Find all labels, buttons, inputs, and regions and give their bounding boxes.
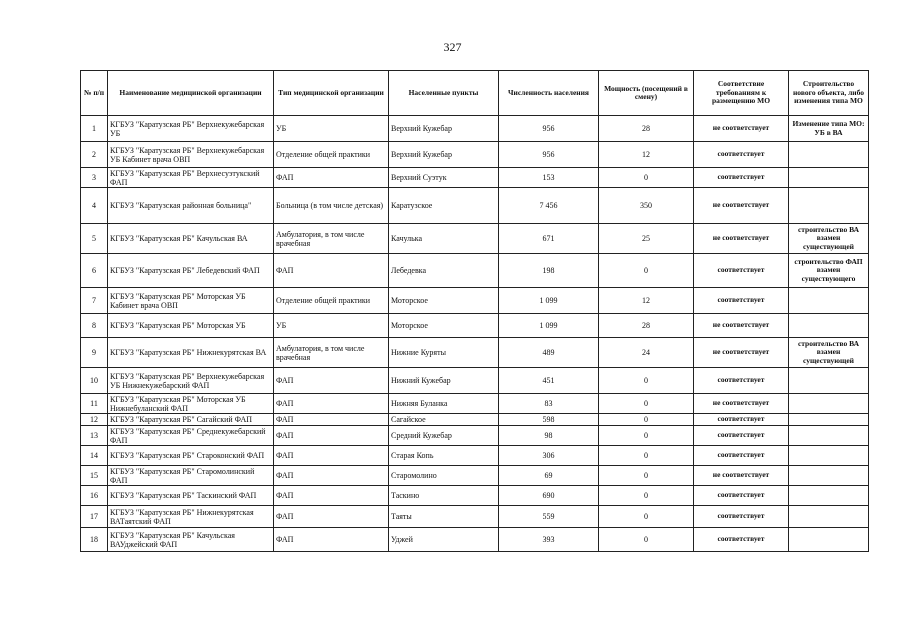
- organization-name: КГБУЗ "Каратузская РБ" Нижнекурятская ВА: [108, 338, 274, 368]
- compliance-status: соответствует: [694, 288, 789, 314]
- row-number: 12: [81, 414, 108, 426]
- row-number: 16: [81, 486, 108, 506]
- organization-type: Амбулатория, в том числе врачебная: [274, 224, 389, 254]
- population-count: 956: [499, 142, 599, 168]
- organization-name: КГБУЗ "Каратузская районная больница": [108, 188, 274, 224]
- organization-type: ФАП: [274, 426, 389, 446]
- organization-type: ФАП: [274, 254, 389, 288]
- organization-type: ФАП: [274, 394, 389, 414]
- population-count: 451: [499, 368, 599, 394]
- organization-name: КГБУЗ "Каратузская РБ" Верхнекужебарская УБ Кабинет врача ОВП: [108, 142, 274, 168]
- construction-note: [789, 188, 869, 224]
- column-header: Тип медицинской организации: [274, 71, 389, 116]
- settlement-name: Средний Кужебар: [389, 426, 499, 446]
- population-count: 153: [499, 168, 599, 188]
- population-count: 489: [499, 338, 599, 368]
- table-row: [81, 466, 869, 486]
- table-row: [81, 142, 869, 168]
- capacity-value: 0: [599, 486, 694, 506]
- construction-note: [789, 288, 869, 314]
- settlement-name: Нижние Куряты: [389, 338, 499, 368]
- construction-note: [789, 446, 869, 466]
- organization-type: ФАП: [274, 368, 389, 394]
- table-body: [81, 116, 869, 552]
- settlement-name: Нижняя Буланка: [389, 394, 499, 414]
- capacity-value: 28: [599, 314, 694, 338]
- organization-type: ФАП: [274, 168, 389, 188]
- organization-name: КГБУЗ "Каратузская РБ" Качульская ВАУджейский ФАП: [108, 528, 274, 552]
- compliance-status: соответствует: [694, 254, 789, 288]
- capacity-value: 0: [599, 168, 694, 188]
- construction-note: Изменение типа МО: УБ в ВА: [789, 116, 869, 142]
- table-row: [81, 254, 869, 288]
- population-count: 198: [499, 254, 599, 288]
- construction-note: [789, 368, 869, 394]
- column-header: Численность населения: [499, 71, 599, 116]
- capacity-value: 0: [599, 446, 694, 466]
- settlement-name: Таяты: [389, 506, 499, 528]
- organization-type: ФАП: [274, 486, 389, 506]
- settlement-name: Старая Копь: [389, 446, 499, 466]
- row-number: 7: [81, 288, 108, 314]
- settlement-name: Моторское: [389, 314, 499, 338]
- table-row: [81, 506, 869, 528]
- column-header: Соответствие требованиям к размещению МО: [694, 71, 789, 116]
- table-row: [81, 426, 869, 446]
- organization-type: Амбулатория, в том числе врачебная: [274, 338, 389, 368]
- row-number: 15: [81, 466, 108, 486]
- organization-type: ФАП: [274, 506, 389, 528]
- capacity-value: 0: [599, 426, 694, 446]
- capacity-value: 12: [599, 142, 694, 168]
- compliance-status: не соответствует: [694, 314, 789, 338]
- population-count: 393: [499, 528, 599, 552]
- organization-name: КГБУЗ "Каратузская РБ" Верхнесуэтукский ФАП: [108, 168, 274, 188]
- population-count: 83: [499, 394, 599, 414]
- compliance-status: соответствует: [694, 168, 789, 188]
- table-row: [81, 288, 869, 314]
- construction-note: строительство ВА взамен существующей: [789, 224, 869, 254]
- organization-type: Отделение общей практики: [274, 288, 389, 314]
- settlement-name: Уджей: [389, 528, 499, 552]
- compliance-status: соответствует: [694, 506, 789, 528]
- organization-name: КГБУЗ "Каратузская РБ" Старомолинский ФАП: [108, 466, 274, 486]
- organization-name: КГБУЗ "Каратузская РБ" Верхнекужебарская УБ: [108, 116, 274, 142]
- construction-note: [789, 168, 869, 188]
- population-count: 7 456: [499, 188, 599, 224]
- row-number: 5: [81, 224, 108, 254]
- organization-type: ФАП: [274, 528, 389, 552]
- construction-note: [789, 506, 869, 528]
- table-row: [81, 116, 869, 142]
- row-number: 14: [81, 446, 108, 466]
- settlement-name: Каратузское: [389, 188, 499, 224]
- capacity-value: 0: [599, 394, 694, 414]
- capacity-value: 24: [599, 338, 694, 368]
- construction-note: [789, 528, 869, 552]
- row-number: 6: [81, 254, 108, 288]
- table-row: [81, 168, 869, 188]
- compliance-status: соответствует: [694, 528, 789, 552]
- construction-note: [789, 142, 869, 168]
- table-row: [81, 414, 869, 426]
- column-header: Населенные пункты: [389, 71, 499, 116]
- column-header: Наименование медицинской организации: [108, 71, 274, 116]
- construction-note: [789, 466, 869, 486]
- compliance-status: соответствует: [694, 368, 789, 394]
- compliance-status: не соответствует: [694, 338, 789, 368]
- organization-name: КГБУЗ "Каратузская РБ" Среднекужебарский ФАП: [108, 426, 274, 446]
- construction-note: [789, 486, 869, 506]
- row-number: 2: [81, 142, 108, 168]
- organization-type: ФАП: [274, 414, 389, 426]
- construction-note: [789, 394, 869, 414]
- organization-name: КГБУЗ "Каратузская РБ" Лебедевский ФАП: [108, 254, 274, 288]
- population-count: 1 099: [499, 288, 599, 314]
- row-number: 1: [81, 116, 108, 142]
- capacity-value: 0: [599, 368, 694, 394]
- organization-type: Больница (в том числе детская): [274, 188, 389, 224]
- page-number: 327: [443, 40, 462, 54]
- compliance-status: не соответствует: [694, 188, 789, 224]
- settlement-name: Верхний Кужебар: [389, 116, 499, 142]
- row-number: 13: [81, 426, 108, 446]
- compliance-status: соответствует: [694, 426, 789, 446]
- column-header: Мощность (посещений в смену): [599, 71, 694, 116]
- organization-name: КГБУЗ "Каратузская РБ" Сагайский ФАП: [108, 414, 274, 426]
- row-number: 11: [81, 394, 108, 414]
- table-row: [81, 528, 869, 552]
- organization-name: КГБУЗ "Каратузская РБ" Верхнекужебарская УБ Нижнекужебарский ФАП: [108, 368, 274, 394]
- capacity-value: 12: [599, 288, 694, 314]
- row-number: 4: [81, 188, 108, 224]
- settlement-name: Качулька: [389, 224, 499, 254]
- population-count: 98: [499, 426, 599, 446]
- organization-name: КГБУЗ "Каратузская РБ" Таскинский ФАП: [108, 486, 274, 506]
- capacity-value: 350: [599, 188, 694, 224]
- settlement-name: Моторское: [389, 288, 499, 314]
- compliance-status: соответствует: [694, 486, 789, 506]
- compliance-status: не соответствует: [694, 116, 789, 142]
- organization-name: КГБУЗ "Каратузская РБ" Нижнекурятская ВАТаятский ФАП: [108, 506, 274, 528]
- organization-type: Отделение общей практики: [274, 142, 389, 168]
- organization-type: УБ: [274, 314, 389, 338]
- population-count: 671: [499, 224, 599, 254]
- population-count: 1 099: [499, 314, 599, 338]
- capacity-value: 25: [599, 224, 694, 254]
- settlement-name: Сагайское: [389, 414, 499, 426]
- settlement-name: Нижний Кужебар: [389, 368, 499, 394]
- capacity-value: 0: [599, 254, 694, 288]
- population-count: 690: [499, 486, 599, 506]
- column-header: Строительство нового объекта, либо изменения типа МО: [789, 71, 869, 116]
- settlement-name: Таскино: [389, 486, 499, 506]
- table-row: [81, 314, 869, 338]
- compliance-status: не соответствует: [694, 466, 789, 486]
- construction-note: [789, 426, 869, 446]
- row-number: 18: [81, 528, 108, 552]
- organization-type: ФАП: [274, 446, 389, 466]
- settlement-name: Верхний Кужебар: [389, 142, 499, 168]
- compliance-status: соответствует: [694, 446, 789, 466]
- capacity-value: 0: [599, 466, 694, 486]
- compliance-status: не соответствует: [694, 224, 789, 254]
- table-row: [81, 446, 869, 466]
- row-number: 3: [81, 168, 108, 188]
- row-number: 8: [81, 314, 108, 338]
- organization-name: КГБУЗ "Каратузская РБ" Моторская УБ: [108, 314, 274, 338]
- organization-name: КГБУЗ "Каратузская РБ" Качульская ВА: [108, 224, 274, 254]
- organization-name: КГБУЗ "Каратузская РБ" Моторская УБ Нижнебуланский ФАП: [108, 394, 274, 414]
- construction-note: [789, 314, 869, 338]
- table-row: [81, 224, 869, 254]
- population-count: 559: [499, 506, 599, 528]
- population-count: 306: [499, 446, 599, 466]
- compliance-status: соответствует: [694, 142, 789, 168]
- population-count: 598: [499, 414, 599, 426]
- column-header: № п/п: [81, 71, 108, 116]
- settlement-name: Старомолино: [389, 466, 499, 486]
- table-header-row: [81, 71, 869, 116]
- organization-name: КГБУЗ "Каратузская РБ" Моторская УБ Кабинет врача ОВП: [108, 288, 274, 314]
- table-row: [81, 338, 869, 368]
- compliance-status: не соответствует: [694, 394, 789, 414]
- table-row: [81, 486, 869, 506]
- population-count: 69: [499, 466, 599, 486]
- organization-type: ФАП: [274, 466, 389, 486]
- organization-type: УБ: [274, 116, 389, 142]
- row-number: 17: [81, 506, 108, 528]
- settlement-name: Лебедевка: [389, 254, 499, 288]
- population-count: 956: [499, 116, 599, 142]
- table-row: [81, 188, 869, 224]
- facilities-table: [80, 70, 869, 552]
- table-row: [81, 368, 869, 394]
- capacity-value: 0: [599, 528, 694, 552]
- table-row: [81, 394, 869, 414]
- construction-note: строительство ФАП взамен существующего: [789, 254, 869, 288]
- construction-note: [789, 414, 869, 426]
- capacity-value: 28: [599, 116, 694, 142]
- construction-note: строительство ВА взамен существующей: [789, 338, 869, 368]
- row-number: 10: [81, 368, 108, 394]
- compliance-status: соответствует: [694, 414, 789, 426]
- capacity-value: 0: [599, 414, 694, 426]
- organization-name: КГБУЗ "Каратузская РБ" Староконский ФАП: [108, 446, 274, 466]
- capacity-value: 0: [599, 506, 694, 528]
- settlement-name: Верхний Суэтук: [389, 168, 499, 188]
- row-number: 9: [81, 338, 108, 368]
